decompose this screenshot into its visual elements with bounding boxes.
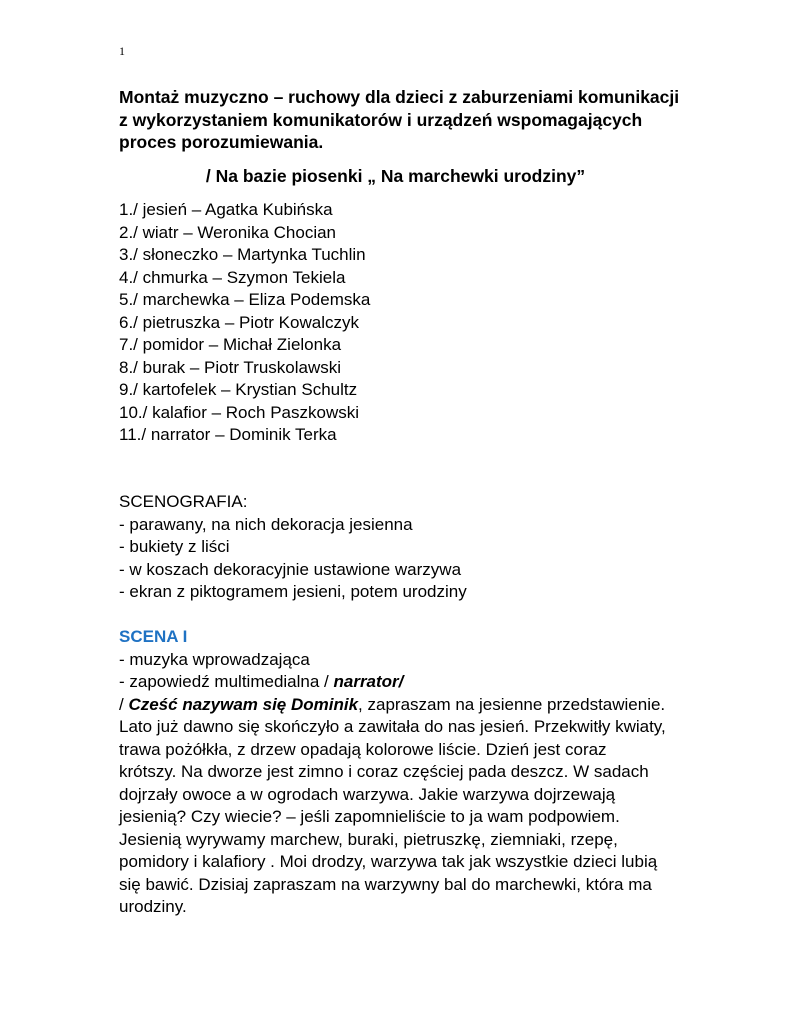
cast-item: 5./ marchewka – Eliza Podemska [119,290,371,309]
scenography-item: - parawany, na nich dekoracja jesienna [119,514,413,534]
title-line: proces porozumiewania. [119,132,324,152]
cast-item: 7./ pomidor – Michał Zielonka [119,335,342,354]
cast-list [119,199,370,447]
speech-line: jesienią? Czy wiecie? – jeśli zapomnieliście to ja wam podpowiem. [119,807,620,826]
scenography-heading: SCENOGRAFIA: [119,492,248,511]
cast-item: 1./ jesień – Agatka Kubińska [119,200,333,219]
speech-greeting: Cześć nazywam się Dominik [128,694,359,714]
speech-prefix: / [119,694,129,714]
scenography-item: - bukiety z liści [119,537,230,556]
speech-line: urodziny. [119,897,187,916]
speech-first-line [119,694,709,717]
scenography-section [119,491,467,604]
speech-line: pomidory i kalafiory . Moi drodzy, warzywa tak jak wszystkie dzieci lubią [119,852,658,871]
document-title [119,86,699,154]
title-line: Montaż muzyczno – ruchowy dla dzieci z zaburzeniami komunikacji [119,87,680,107]
scene-1-section [119,626,709,919]
cast-item: 6./ pietruszka – Piotr Kowalczyk [119,312,359,332]
page-number: 1 [119,44,125,58]
scene-announcement [119,671,709,694]
cast-item: 11./ narrator – Dominik Terka [119,425,337,444]
speech-line: się bawić. Dzisiaj zapraszam na warzywny bal do marchewki, która ma [119,874,652,894]
cast-item: 3./ słoneczko – Martynka Tuchlin [119,245,366,264]
speech-line: Jesienią wyrywamy marchew, buraki, pietruszkę, ziemniaki, rzepę, [119,829,618,849]
scenography-item: - ekran z piktogramem jesieni, potem urodziny [119,582,467,601]
cast-item: 9./ kartofelek – Krystian Schultz [119,380,358,399]
cast-item: 4./ chmurka – Szymon Tekiela [119,267,346,287]
cast-item: 10./ kalafior – Roch Paszkowski [119,402,359,422]
speech-line: Lato już dawno się skończyło a zawitała do nas jesień. Przekwitły kwiaty, [119,717,666,736]
cast-item: 2./ wiatr – Weronika Chocian [119,222,337,242]
title-line: z wykorzystaniem komunikatorów i urządzeń wspomagających [119,109,643,130]
speech-line: trawa pożółkła, z drzew opadają kolorowe liście. Dzień jest coraz [119,739,607,759]
speech-first-rest: , zapraszam na jesienne przedstawienie. [358,694,666,714]
speech-line: krótszy. Na dworze jest zimno i coraz częściej pada deszcz. W sadach [119,762,649,781]
scenography-item: - w koszach dekoracyjnie ustawione warzywa [119,559,462,579]
document-subtitle: / Na bazie piosenki „ Na marchewki urodziny” [205,166,586,186]
speech-line: dojrzały owoce a w ogrodach warzywa. Jakie warzywa dojrzewają [119,784,616,804]
scene-intro: - muzyka wprowadzająca [119,649,310,669]
announcement-role: narrator/ [333,672,404,691]
announcement-text: - zapowiedź multimedialna / [119,672,334,691]
cast-item: 8./ burak – Piotr Truskolawski [119,357,342,377]
scene-heading: SCENA I [119,627,188,646]
